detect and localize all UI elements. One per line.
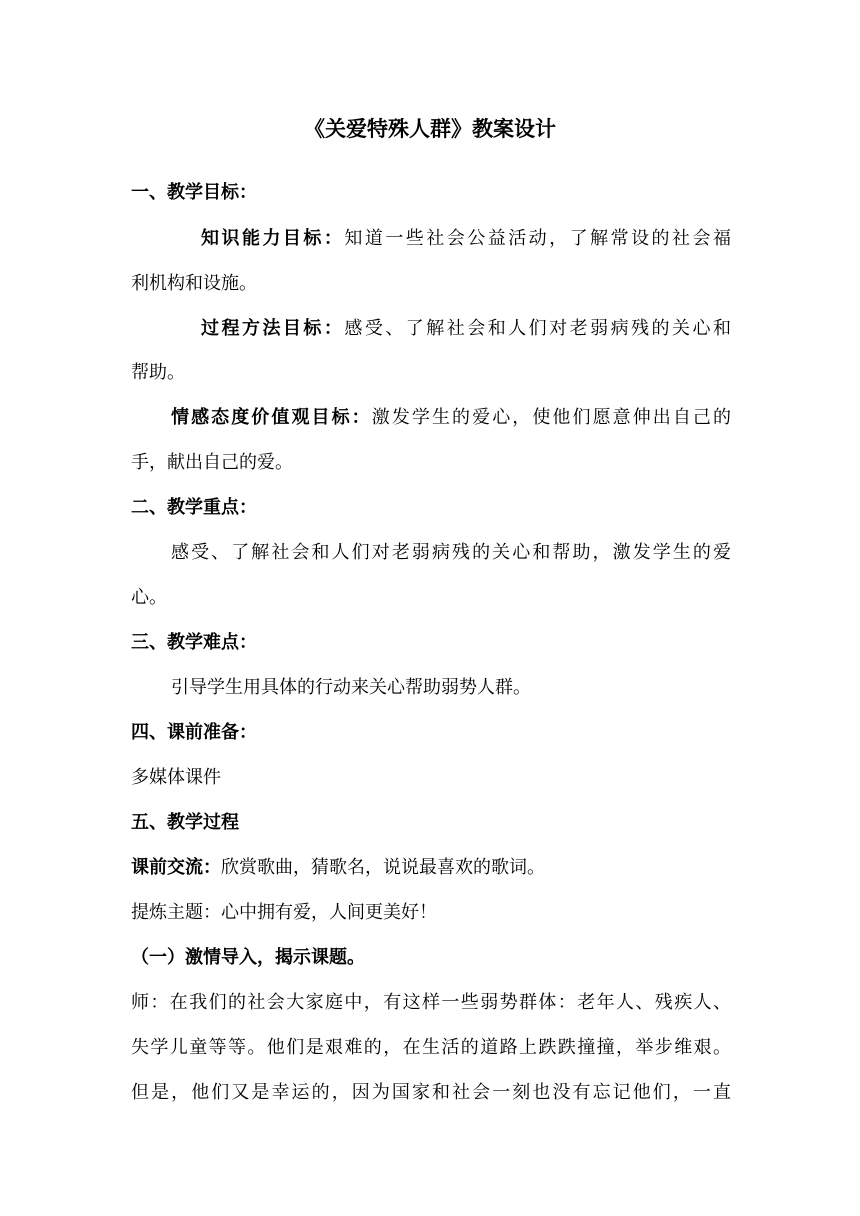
- emotion-objective-text: 激发学生的爱心，使他们愿意伸出自己的: [371, 407, 732, 428]
- document-title: 《关爱特殊人群》教案设计: [304, 116, 556, 141]
- knowledge-objective-label: 知识能力目标：: [201, 228, 345, 249]
- emotion-objective-label: 情感态度价值观目标：: [171, 407, 372, 428]
- pre-class-exchange-line: [131, 853, 731, 883]
- pre-class-exchange-text: 欣赏歌曲，猜歌名，说说最喜欢的歌词。: [221, 857, 545, 878]
- difficulties-line-1: 引导学生用具体的行动来关心帮助弱势人群。: [171, 677, 531, 698]
- theme-line: 提炼主题：心中拥有爱，人间更美好！: [131, 902, 437, 923]
- process-objective-label: 过程方法目标：: [201, 318, 345, 339]
- key-points-line-2: 心。: [131, 587, 167, 608]
- emotion-objective-line-2: 手，献出自己的爱。: [131, 452, 293, 473]
- pre-class-exchange-label: 课前交流：: [131, 857, 221, 878]
- knowledge-objective-text: 知道一些社会公益活动，了解常设的社会福: [344, 228, 731, 249]
- key-points-line-1: 感受、了解社会和人们对老弱病残的关心和帮助，激发学生的爱: [171, 542, 731, 563]
- section-heading-preparation: 四、课前准备：: [131, 722, 257, 743]
- process-objective-text: 感受、了解社会和人们对老弱病残的关心和: [344, 318, 731, 339]
- section-heading-objectives: 一、教学目标：: [131, 182, 257, 203]
- knowledge-objective-line-2: 利机构和设施。: [131, 273, 257, 294]
- teacher-paragraph-line-3: 但是，他们又是幸运的，因为国家和社会一刻也没有忘记他们，一直: [131, 1082, 731, 1103]
- teacher-paragraph-line-1: 师：在我们的社会大家庭中，有这样一些弱势群体：老年人、残疾人、: [131, 992, 731, 1013]
- knowledge-objective-line-1: [201, 224, 731, 254]
- section-heading-process: 五、教学过程: [131, 812, 239, 833]
- section-heading-difficulties: 三、教学难点：: [131, 632, 257, 653]
- process-objective-line-1: [201, 314, 731, 344]
- section-heading-key-points: 二、教学重点：: [131, 497, 257, 518]
- teacher-paragraph-line-2: 失学儿童等等。他们是艰难的，在生活的道路上跌跌撞撞，举步维艰。: [131, 1037, 731, 1058]
- part1-heading: （一）激情导入，揭示课题。: [131, 947, 365, 968]
- process-objective-line-2: 帮助。: [131, 362, 185, 383]
- preparation-line-1: 多媒体课件: [131, 767, 221, 788]
- emotion-objective-line-1: [171, 403, 731, 433]
